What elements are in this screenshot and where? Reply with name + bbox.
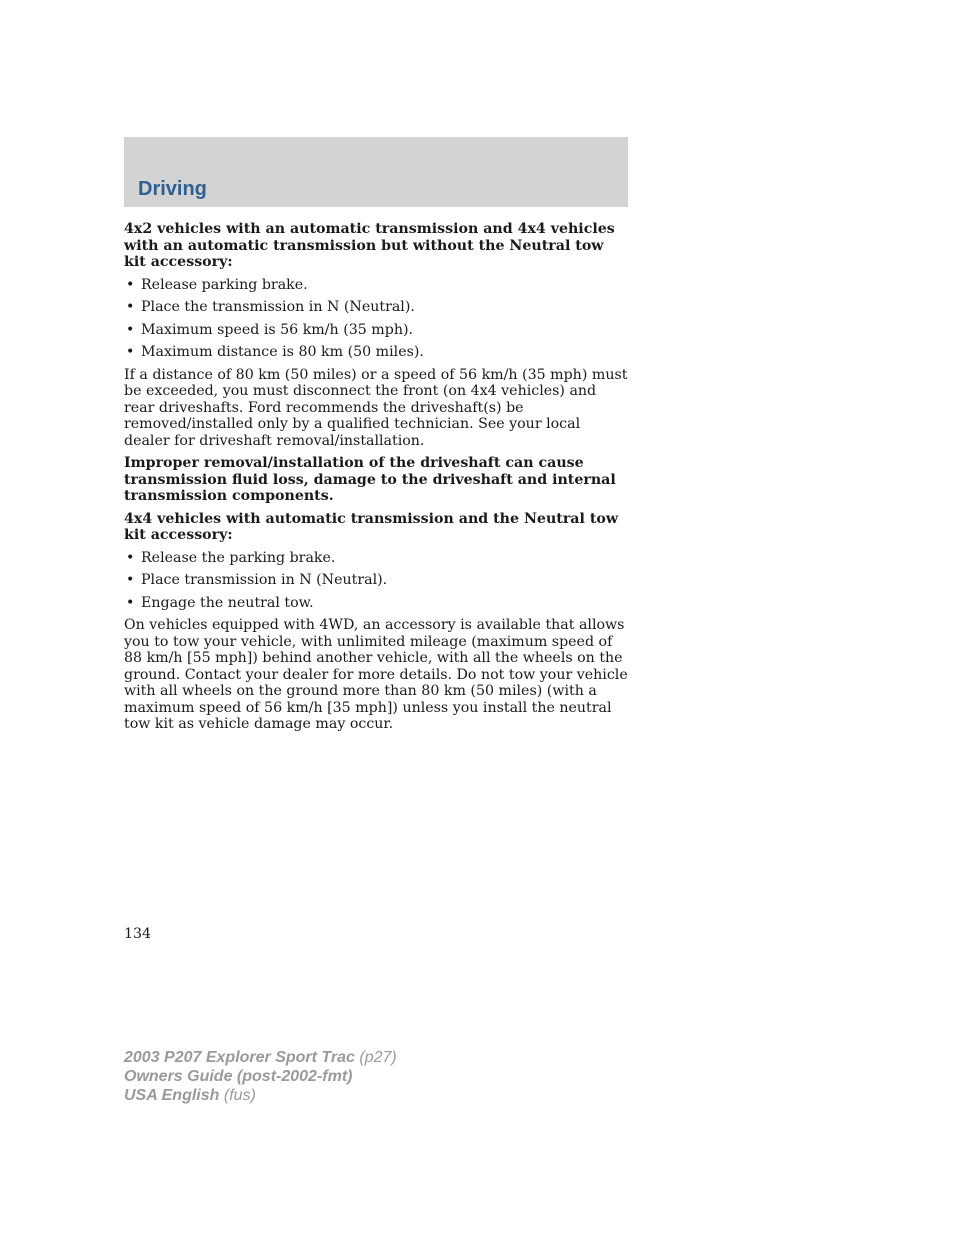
- document-footer: [124, 1048, 397, 1105]
- steps-list-without-tow-kit: [124, 277, 630, 361]
- bullet-icon: •: [126, 321, 135, 338]
- subheading-without-tow-kit: 4x2 vehicles with an automatic transmission and 4x4 vehicles with an automatic transmission but without the Neutral tow kit accessory:: [124, 221, 615, 270]
- list-item: • Place transmission in N (Neutral).: [126, 572, 388, 588]
- driveshaft-warning: Improper removal/installation of the driveshaft can cause transmission fluid loss, damage to the driveshaft and internal transmission components.: [124, 455, 616, 504]
- list-item: • Maximum speed is 56 km/h (35 mph).: [126, 321, 414, 338]
- footer-line-model: 2003 P207 Explorer Sport Trac (p27): [124, 1049, 397, 1066]
- footer-line-guide: Owners Guide (post-2002-fmt): [124, 1068, 353, 1085]
- driveshaft-paragraph: If a distance of 80 km (50 miles) or a speed of 56 km/h (35 mph) must be exceeded, you must disconnect the front (on 4x4 vehicles) and rear driveshafts. Ford recommends the driveshaft(s) be removed/installed only by a qualified technician. See your local dealer for driveshaft removal/installation.: [124, 366, 628, 449]
- bullet-icon: •: [126, 572, 135, 588]
- list-item: • Place the transmission in N (Neutral).: [126, 299, 415, 315]
- list-item: • Release parking brake.: [126, 276, 308, 293]
- page-number: 134: [124, 926, 152, 942]
- bullet-icon: •: [126, 549, 135, 566]
- list-item: • Engage the neutral tow.: [126, 594, 314, 611]
- bullet-icon: •: [126, 344, 135, 360]
- section-title: Driving: [138, 178, 207, 200]
- bullet-icon: •: [126, 276, 135, 293]
- section-header-band: [124, 137, 628, 207]
- bullet-icon: •: [126, 594, 135, 611]
- steps-list-with-tow-kit: [124, 550, 630, 612]
- footer-line-language: USA English (fus): [124, 1087, 256, 1104]
- bullet-icon: •: [126, 299, 135, 315]
- 4wd-accessory-paragraph: On vehicles equipped with 4WD, an accessory is available that allows you to tow your vehicle, with unlimited mileage (maximum speed of 88 km/h [55 mph]) behind another vehicle, with all the wheels on the ground. Contact your dealer for more details. Do not tow your vehicle with all wheels on the ground more than 80 km (50 miles) (with a maximum speed of 56 km/h [35 mph]) unless you install the neutral tow kit as vehicle damage may occur.: [124, 617, 628, 732]
- list-item: • Release the parking brake.: [126, 549, 336, 566]
- list-item: • Maximum distance is 80 km (50 miles).: [126, 344, 424, 360]
- page-content: [124, 221, 630, 739]
- subheading-with-tow-kit: 4x4 vehicles with automatic transmission and the Neutral tow kit accessory:: [124, 510, 619, 543]
